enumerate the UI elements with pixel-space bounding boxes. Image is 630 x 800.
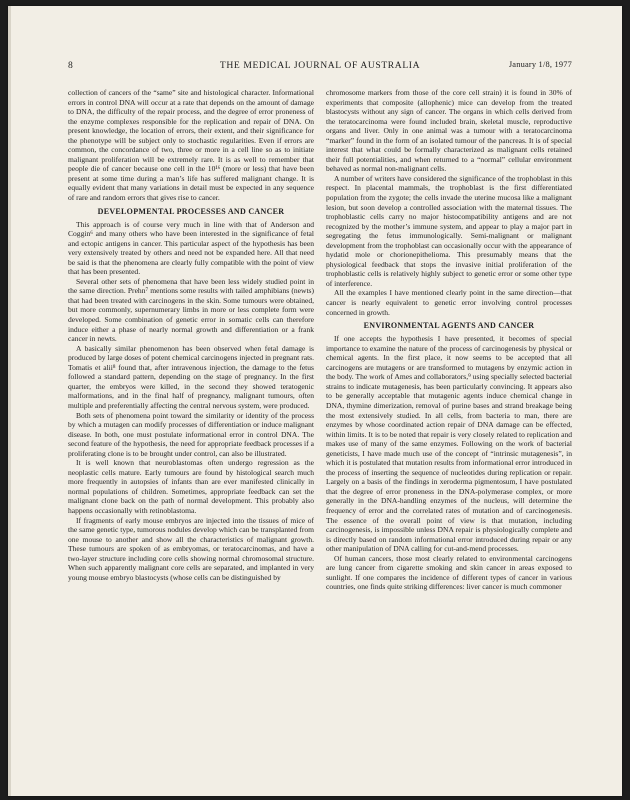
page-number: 8 [68,60,73,71]
paragraph: A number of writers have considered the significance of the trophoblast in this respect. In placental mammals, the trophoblast is the first differentiated population from the zygote; the cells invade the uterine mucosa like a malignant lesion, but soon develop a controlled association with the maternal tissues. The trophoblastic cells carry no major histocompatibility antigens and are not recognized by the mother’s immune system, and appear to play a major part in segregating the fetus immunologically. Semi-malignant or malignant development from the trophoblast can occasionally occur with the appearance of hydatid mole or chorionepithelioma. This presumably means that the physiological feedback that stops the invasive initial proliferation of the trophoblastic cells is relatively highly subject to genetic error or some other type of interference. [326,173,572,288]
running-header [68,60,572,76]
paragraph: If one accepts the hypothesis I have presented, it becomes of special importance to examine the nature of the process of carcinogenesis by physical or chemical agents. In the first place, it now seems to be accepted that all carcinogens are mutagens or are transformed to mutagens by enzymic action in the body. The work of Ames and collaborators,⁹ using specially selected bacterial strains to indicate mutagenesis, has been particularly convincing. It appears also to be generally acceptable that mutagenic agents induce chemical change in DNA, thymine dimerization, removal of purine bases and strand breakage being the most extensively studied. In all cells, from bacteria to man, there are enzymes by whose coordinated action repair of DNA damage can be effected, within limits. It is to be noted that repair is very closely related to replication and makes use of many of the same enzymes. Following on the work of bacterial geneticists, I have made much use of the concept of “intrinsic mutagenesis”, in which it is postulated that mutation results from informational error introduced in the process of inserting the sequence of nucleotides during replication or repair. Largely on a basis of the findings in xeroderma pigmentosum, I have postulated that the degree of error proneness in the DNA-polymerase complex, or more generally in the DNA-handling enzymes of the nucleus, will determine the frequency of error and the correlated rates of mutation and of carcinogenesis. The essence of the overall point of view is that mutation, including carcinogenesis, is impossible unless DNA repair is physiologically complete and is directly based on random informational error introduced during repair or any other manipulation of DNA calling for cut-and-mend processes. [326,334,572,554]
issue-date: January 1/8, 1977 [508,60,572,69]
paragraph: chromosome markers from those of the core cell strain) it is found in 30% of experiments that composite (allophenic) mice can develop from the treated blastocysts without any sign of cancer. The organs in which cells derived from the teratocarcinoma were found included brain, skeletal muscle, reproductive organs and liver. Only in one animal was a tumour with a teratocarcinoma “marker” found in the form of an isolated tumour of the pancreas. It is of special interest that what could be formally characterized as malignant cells retained their full potentialities, and when returned to a “normal” cellular environment behaved as normal non-malignant cells. [326,88,572,174]
paragraph: This approach is of course very much in line with that of Anderson and Coggin⁶ and many others who have been interested in the significance of fetal and ectopic antigens in cancer. This particular aspect of the hypothesis has been very extensively treated by others and need not be expanded here. All that need be said is that the phenomena are clearly fully compatible with the point of view that has been presented. [68,219,314,277]
paragraph: Both sets of phenomena point toward the similarity or identity of the process by which a mutagen can modify processes of differentiation or induce malignant disease. In both, one must postulate informational error in control DNA. The second feature of the hypothesis, the need for appropriate feedback processes if a proliferating clone is to be brought under control, can also be illustrated. [68,410,314,458]
page-edge [8,6,11,796]
paragraph: Several other sets of phenomena that have been less widely studied point in the same direction. Prehn⁷ mentions some results with tailed amphibians (newts) that had been treated with carcinogens in the skin. Some tumours were obtained, but more commonly, supernumerary limbs in more or less complete form were developed. Some combination of genetic error in somatic cells can therefore induce either a phase of nearly normal growth and differentiation or a frank cancer in newts. [68,276,314,344]
paragraph: It is well known that neuroblastomas often undergo regression as the neoplastic cells mature. Early tumours are found by histological search much more frequently in autopsies of infants than are ever manifested clinically in normal populations of children. Sometimes, appropriate feedback can set the malignant clone back on the path of normal development. This probably also happens occasionally with retinoblastoma. [68,458,314,515]
section-heading: DEVELOPMENTAL PROCESSES AND CANCER [97,206,285,216]
left-column [68,88,314,778]
journal-title: THE MEDICAL JOURNAL OF AUSTRALIA [219,60,421,71]
paragraph: Of human cancers, those most clearly related to environmental carcinogens are lung cancer from cigarette smoking and skin cancer in areas exposed to sunlight. If one compares the incidence of different types of cancer in various countries, one finds quite striking differences: liver cancer is much commoner [326,553,572,592]
right-column [326,88,572,778]
paragraph: If fragments of early mouse embryos are injected into the tissues of mice of the same genetic type, tumorous nodules develop which can be transplanted from one mouse to another and show all the characteristics of malignant growth. These tumours are spoken of as embryomas, or teratocarcinomas, and have a two-layer structure including core cells showing normal chromosomal structure. When such apparently malignant core cells are separated, and implanted in very young mouse embryo blastocysts (whose cells can be distinguished by [68,515,314,582]
journal-page [8,6,622,796]
paragraph: collection of cancers of the “same” site and histological character. Informational errors in control DNA will occur at a rate that depends on the amount of damage to DNA, the difficulty of the repair process, and the degree of error proneness of the enzyme complexes responsible for the replication and repair of DNA. On present knowledge, the location of errors, their extent, and their significance for the phenotype will be subject only to stochastic regularities. Even if errors are common, the concordance of two, three or more in a cell line so as to initiate malignant proliferation will be extremely rare. It is as well to remember that people die of cancer because one cell in the 10¹⁶ (more or less) that have been present at some time during a man’s life has suffered malignant change. It is equally evident that many variations in detail must be expected in any sequence of rare and random errors that gives rise to cancer. [68,88,314,203]
paragraph: A basically similar phenomenon has been observed when fetal damage is produced by large doses of potent chemical carcinogens injected in pregnant rats. Tomatis et alii⁸ found that, after intravenous injection, the damage to the fetus followed a standard pattern, depending on the stage of pregnancy. In the first quarter, the embryos were killed, in the second they showed teratogenic malformations, and in the final half of pregnancy, malignant tumours, often multiple and preferentially affecting the central nervous system, were produced. [68,343,314,410]
section-heading: ENVIRONMENTAL AGENTS AND CANCER [363,321,535,331]
paragraph: All the examples I have mentioned clearly point in the same direction—that cancer is nearly equivalent to genetic error involving control processes concerned in growth. [326,288,572,317]
